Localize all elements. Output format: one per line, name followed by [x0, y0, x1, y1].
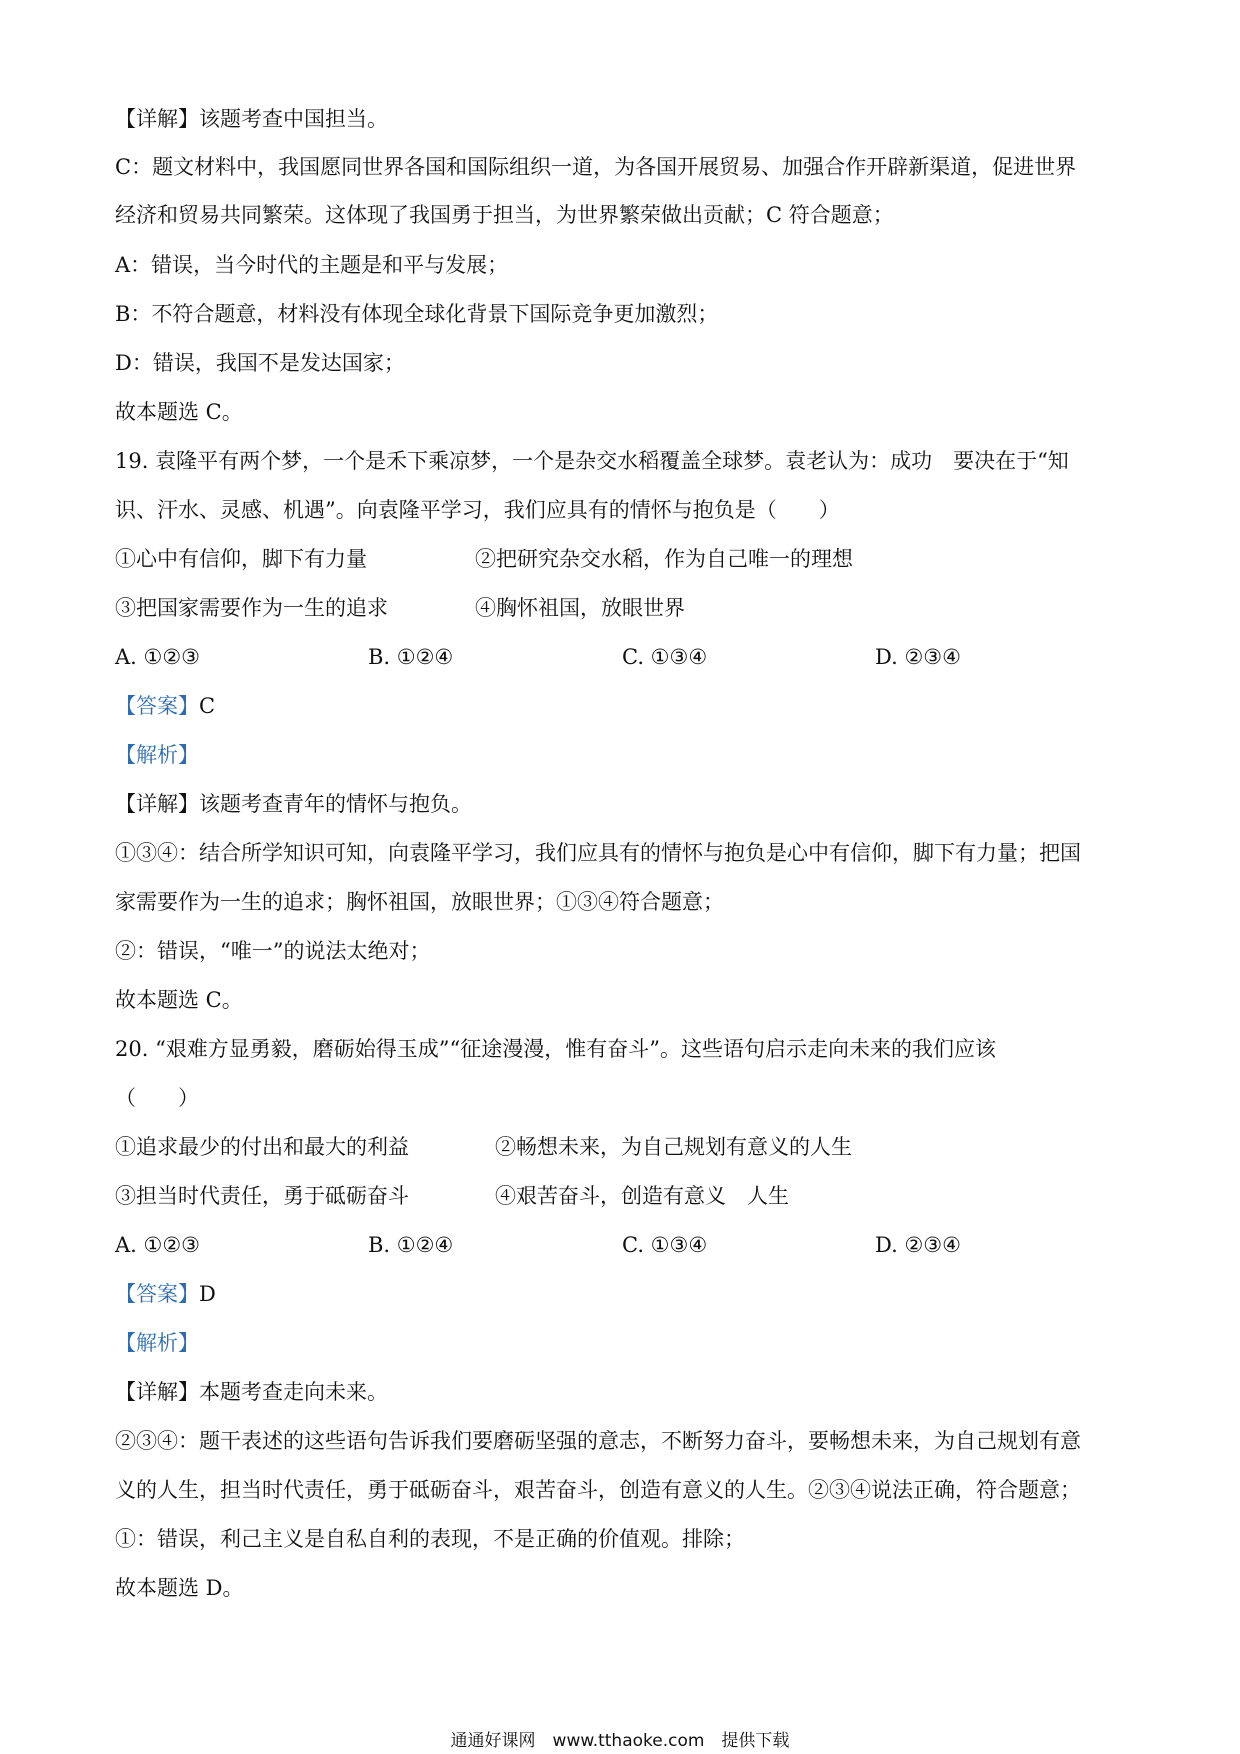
q19-item3: ③把国家需要作为一生的追求	[115, 596, 388, 620]
q20-conclusion: 故本题选 D。	[115, 1576, 244, 1600]
q18-b-line: B：不符合题意，材料没有体现全球化背景下国际竞争更加激烈；	[115, 302, 719, 326]
q20-analysis-tag: 【解析】	[115, 1331, 199, 1355]
q20-analysis	[115, 1328, 1125, 1358]
q20-answer	[115, 1279, 1125, 1309]
q19-option-d: D. ②③④	[875, 645, 961, 669]
q19-stem-line1: 19. 袁隆平有两个梦，一个是禾下乘凉梦，一个是杂交水稻覆盖全球梦。袁老认为：成功 要决在于“知	[115, 449, 1069, 473]
q19-option-b: B. ①②④	[368, 645, 454, 669]
q19-exp-line3: ②：错误，“唯一”的说法太绝对；	[115, 939, 431, 963]
q20-stem-line2: （ ）	[115, 1086, 199, 1110]
q19-stem-line2: 识、汗水、灵感、机遇”。向袁隆平学习，我们应具有的情怀与抱负是（ ）	[115, 498, 840, 522]
q19-option-c: C. ①③④	[622, 645, 708, 669]
q20-exp-line2: 义的人生，担当时代责任，勇于砥砺奋斗，艰苦奋斗，创造有意义的人生。②③④说法正确，符合题意；	[115, 1478, 1081, 1502]
q20-answer-tag: 【答案】	[115, 1282, 199, 1306]
q20-option-c: C. ①③④	[622, 1233, 708, 1257]
q19-item1: ①心中有信仰，脚下有力量	[115, 547, 367, 571]
q19-analysis-tag: 【解析】	[115, 743, 199, 767]
q20-option-b: B. ①②④	[368, 1233, 454, 1257]
page-footer: 通通好课网 www.tthaoke.com 提供下载	[450, 1731, 790, 1751]
q18-a-line: A：错误，当今时代的主题是和平与发展；	[115, 253, 509, 277]
q19-exp-line1: ①③④：结合所学知识可知，向袁隆平学习，我们应具有的情怀与抱负是心中有信仰，脚下有力量；把国	[115, 841, 1081, 865]
q18-conclusion: 故本题选 C。	[115, 400, 243, 424]
q20-detail: 【详解】本题考查走向未来。	[115, 1380, 388, 1404]
q19-answer-value: C	[199, 694, 216, 718]
q19-option-a: A. ①②③	[115, 645, 200, 669]
q19-item4: ④胸怀祖国，放眼世界	[475, 596, 685, 620]
q18-c-line2: 经济和贸易共同繁荣。这体现了我国勇于担当，为世界繁荣做出贡献；C 符合题意；	[115, 203, 894, 227]
q19-detail: 【详解】该题考查青年的情怀与抱负。	[115, 792, 472, 816]
q20-item1: ①追求最少的付出和最大的利益	[115, 1135, 409, 1159]
q19-answer	[115, 691, 1125, 721]
q20-item4: ④艰苦奋斗，创造有意义 人生	[495, 1184, 789, 1208]
q20-option-d: D. ②③④	[875, 1233, 961, 1257]
q20-exp-line1: ②③④：题干表述的这些语句告诉我们要磨砺坚强的意志，不断努力奋斗，要畅想未来，为自己规划有意	[115, 1429, 1081, 1453]
q18-c-line1: C：题文材料中，我国愿同世界各国和国际组织一道，为各国开展贸易、加强合作开辟新渠道，促进世界	[115, 155, 1077, 179]
q19-answer-tag: 【答案】	[115, 694, 199, 718]
q19-conclusion: 故本题选 C。	[115, 988, 243, 1012]
q19-exp-line2: 家需要作为一生的追求；胸怀祖国，放眼世界；①③④符合题意；	[115, 890, 724, 914]
q19-analysis	[115, 740, 1125, 770]
q20-item2: ②畅想未来，为自己规划有意义的人生	[495, 1135, 852, 1159]
q20-answer-value: D	[199, 1282, 216, 1306]
q19-item2: ②把研究杂交水稻，作为自己唯一的理想	[475, 547, 853, 571]
q20-item3: ③担当时代责任，勇于砥砺奋斗	[115, 1184, 409, 1208]
q20-stem-line1: 20. “艰难方显勇毅，磨砺始得玉成”“征途漫漫，惟有奋斗”。这些语句启示走向未来的我们应该	[115, 1037, 997, 1061]
q20-option-a: A. ①②③	[115, 1233, 200, 1257]
q18-detail: 【详解】该题考查中国担当。	[115, 107, 388, 131]
q20-exp-line3: ①：错误，利己主义是自私自利的表现，不是正确的价值观。排除；	[115, 1527, 745, 1551]
q18-d-line: D：错误，我国不是发达国家；	[115, 351, 405, 375]
